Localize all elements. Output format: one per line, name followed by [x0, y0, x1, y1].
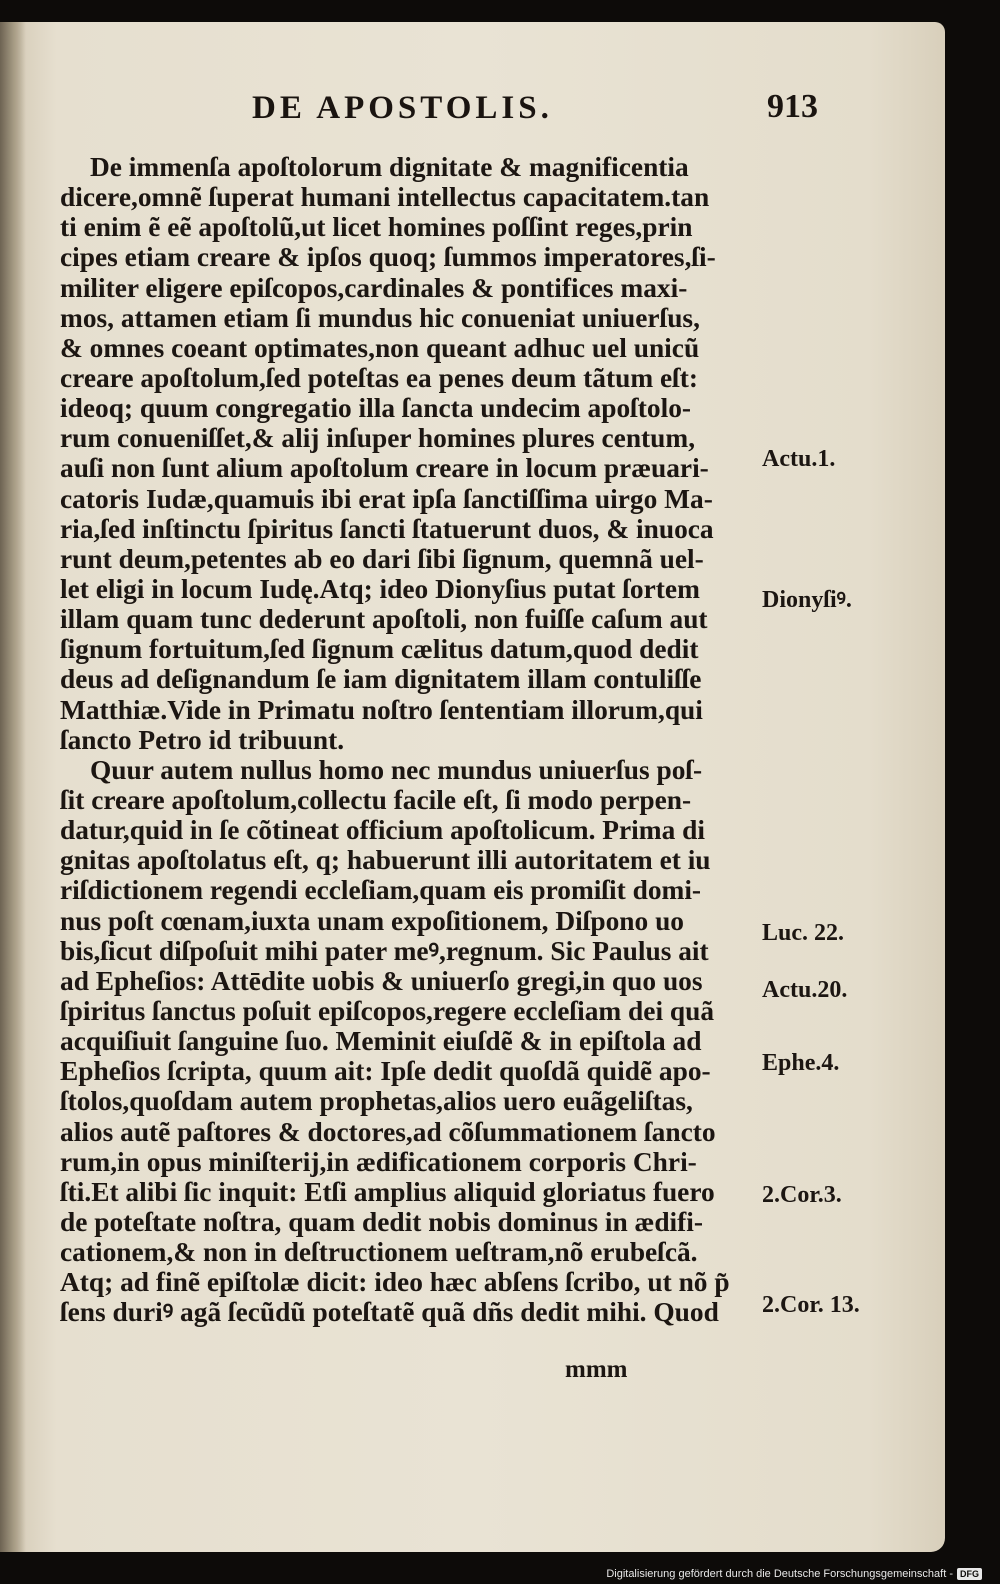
- text-line: de poteſtate noſtra, quam dedit nobis dominus in ædifi-: [60, 1206, 704, 1237]
- text-line: Epheſios ſcripta, quum ait: Ipſe dedit quoſdã quidẽ apo-: [60, 1056, 711, 1087]
- margin-note-dionysius: Dionyſiꝰ.: [762, 587, 852, 613]
- margin-note-ephesians-4: Ephe.4.: [762, 1050, 840, 1076]
- text-line: De immenſa apoſtolorum dignitate & magnificentia: [90, 152, 689, 182]
- text-line: ſancto Petro id tribuunt.: [60, 724, 345, 755]
- text-line: ſpiritus ſanctus poſuit epiſcopos,regere eccleſiam dei quã: [60, 995, 715, 1026]
- text-line: alios autẽ paſtores & doctores,ad cõſummationem ſancto: [60, 1116, 716, 1147]
- text-line: mos, attamen etiam ſi mundus hic conueniat uniuerſus,: [60, 302, 700, 333]
- text-line: ideoq; quum congregatio illa ſancta undecim apoſtolo-: [60, 393, 692, 424]
- text-line: militer eligere epiſcopos,cardinales & pontifices maxi-: [60, 272, 688, 303]
- text-line: ad Epheſios: Attēdite uobis & uniuerſo gregi,in quo uos: [60, 965, 703, 996]
- text-line: acquiſiuit ſanguine ſuo. Meminit eiuſdẽ & in epiſtola ad: [60, 1026, 702, 1057]
- text-line: rum,in opus miniſterij,in ædificationem corporis Chri-: [60, 1146, 697, 1177]
- text-line: datur,quid in ſe cõtineat officium apoſtolicum. Prima di: [60, 815, 705, 846]
- margin-note-2-cor-3: 2.Cor.3.: [762, 1182, 842, 1208]
- text-line: ſens duriꝰ agã ſecũdũ poteſtatẽ quã dñs dedit mihi. Quod: [60, 1297, 719, 1328]
- text-line: ria,ſed inſtinctu ſpiritus ſancti ſtatuerunt duos, & inuoca: [60, 513, 714, 544]
- book-gutter-shadow: [0, 22, 26, 1552]
- credit-text: Digitalisierung gefördert durch die Deutsche Forschungsgemeinschaft -: [606, 1568, 953, 1580]
- body-text: [60, 152, 760, 1327]
- margin-note-acts-1: Actu.1.: [762, 446, 836, 472]
- text-line: ſtolos,quoſdam autem prophetas,alios uero euãgeliſtas,: [60, 1086, 693, 1117]
- book-page: [0, 22, 945, 1552]
- text-line: ti enim ẽ eẽ apoſtolũ,ut licet homines poſſint reges,prin: [60, 212, 693, 243]
- text-line: ſignum fortuitum,ſed ſignum cælitus datum,quod dedit: [60, 634, 699, 665]
- text-line: nus poſt cœnam,iuxta unam expoſitionem, Diſpono uo: [60, 905, 685, 936]
- margin-note-2-cor-13: 2.Cor. 13.: [762, 1292, 860, 1318]
- text-line: riſdictionem regendi eccleſiam,quam eis promiſit domi-: [60, 875, 702, 906]
- text-line: Matthiæ.Vide in Primatu noſtro ſententiam illorum,qui: [60, 694, 703, 725]
- text-line: cationem,& non in deſtructionem ueſtram,nõ erubeſcã.: [60, 1237, 698, 1268]
- text-line: rum conueniſſet,& alij inſuper homines plures centum,: [60, 423, 696, 454]
- text-line: let eligi in locum Iudę.Atq; ideo Dionyſius putat ſortem: [60, 573, 700, 604]
- text-line: ſti.Et alibi ſic inquit: Etſi amplius aliquid gloriatus fuero: [60, 1176, 715, 1207]
- text-line: cipes etiam creare & ipſos quoq; ſummos imperatores,ſi-: [60, 242, 716, 273]
- margin-note-luke-22: Luc. 22.: [762, 920, 845, 946]
- folio-number: 913: [767, 88, 818, 125]
- text-line: bis,ſicut diſpoſuit mihi pater meꝰ,regnum. Sic Paulus ait: [60, 935, 709, 966]
- text-line: deus ad deſignandum ſe iam dignitatem illam contuliſſe: [60, 664, 702, 695]
- dfg-logo: DFG: [957, 1568, 982, 1580]
- text-line: illam quam tunc dederunt apoſtoli, non fuiſſe caſum aut: [60, 604, 708, 635]
- text-line: catoris Iudæ,quamuis ibi erat ipſa ſanctiſſima uirgo Ma-: [60, 483, 713, 514]
- text-line: Quur autem nullus homo nec mundus uniuerſus poſ-: [90, 754, 703, 785]
- text-line: runt deum,petentes ab eo dari ſibi ſignum, quemnã uel-: [60, 543, 704, 574]
- running-title: DE APOSTOLIS.: [252, 90, 553, 126]
- text-line: auſi non ſunt alium apoſtolum creare in locum præuari-: [60, 453, 709, 484]
- margin-note-acts-20: Actu.20.: [762, 977, 848, 1003]
- text-line: creare apoſtolum,ſed poteſtas ea penes deum tãtum eſt:: [60, 362, 699, 393]
- text-line: Atq; ad finẽ epiſtolæ dicit: ideo hæc abſens ſcribo, ut nõ p̃: [60, 1267, 730, 1298]
- digitization-credit: [606, 1568, 982, 1580]
- signature-mark: mmm: [565, 1356, 628, 1383]
- text-line: dicere,omnẽ ſuperat humani intellectus capacitatem.tan: [60, 182, 710, 213]
- text-line: & omnes coeant optimates,non queant adhuc uel unicũ: [60, 332, 700, 363]
- text-line: gnitas apoſtolatus eſt, q; habuerunt illi autoritatem et iu: [60, 845, 711, 876]
- text-line: ſit creare apoſtolum,collectu facile eſt, ſi modo perpen-: [60, 784, 692, 815]
